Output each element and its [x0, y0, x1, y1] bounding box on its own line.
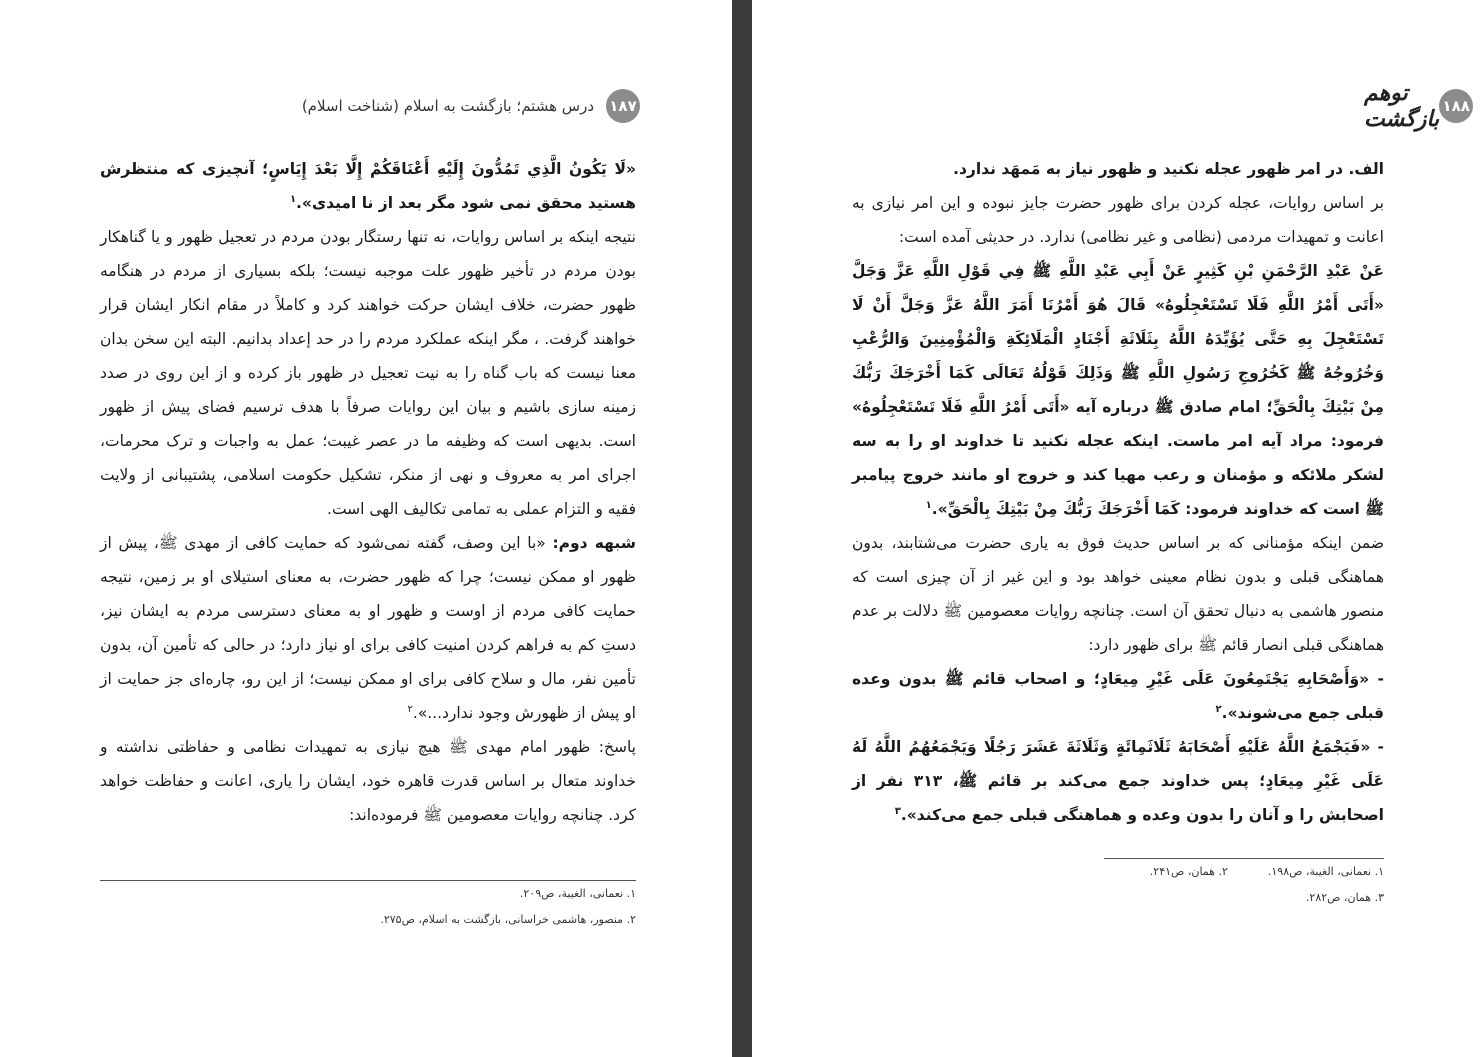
chapter-title: درس هشتم؛ بازگشت به اسلام (شناخت اسلام)	[301, 97, 594, 115]
footnote: ۲. منصور، هاشمی خراسانی، بازگشت به اسلام، ص۲۷۵.	[380, 913, 636, 926]
paragraph-text: عَنْ عَبْدِ الرَّحْمَنِ بْنِ كَثِيرٍ عَنْ أَبِي عَبْدِ اللَّهِ ﷺ فِي قَوْلِ اللَّهِ عَزَّ وَجَلَّ «أَتَى أَمْرُ اللَّهِ فَلَا تَسْتَعْجِلُوهُ» قَالَ هُوَ أَمْرُنَا أَمَرَ اللَّهُ عَزَّ وَجَلَّ أَنْ لَا تَسْتَعْجِلَ بِهِ حَتَّى يُؤَيِّدَهُ اللَّهُ بِثَلَاثَةِ أَجْنَادٍ الْمَلَائِكَةِ وَالْمُؤْمِنِينَ وَالرُّعْبِ وَخُرُوجُهُ ﷺ كَخُرُوجِ رَسُولِ اللَّهِ ﷺ وَذَلِكَ قَوْلُهُ تَعَالَى كَمَا أَخْرَجَكَ رَبُّكَ مِنْ بَيْتِكَ بِالْحَقِّ؛ امام صادق ﷺ درباره آیه «أَتَى أَمْرُ اللَّهِ فَلَا تَسْتَعْجِلُوهُ» فرمود: مراد آیه امر ماست. اینکه عجله نکنید تا خداوند او را به سه لشکر ملائکه و مؤمنان و رعب مهیا کند و خروج او مانند خروج پیامبر ﷺ است که خداوند فرمود: كَمَا أَخْرَجَكَ رَبُّكَ مِنْ بَيْتِكَ بِالْحَقِّ».	[852, 262, 1384, 518]
book-title: توهم بازگشت	[1364, 80, 1440, 132]
paragraph-text: «با این وصف، گفته نمی‌شود که حمایت کافی از مهدی ﷺ، پیش از ظهور او ممکن نیست؛ چرا که ظهور حضرت، به معنای استیلای او بر زمین، نتیجه حمایت کافی مردم از اوست و ظهور او به معنای دسترسی مردم به ایشان نیز، دستِ کم به فراهم کردن امنیت کافی برای او نیاز دارد؛ در حالی که تأمین آن، بدون تأمین نفر، مال و سلاح کافی برای او ممکن نیست؛ از این رو، چاره‌ای جز حمایت از او پیش از ظهورش وجود ندارد...».	[100, 534, 636, 722]
page-number-badge: ۱۸۸	[1439, 89, 1473, 123]
footnote-ref: ۳	[894, 805, 901, 817]
paragraph: ضمن اینکه مؤمنانی که بر اساس حدیث فوق به یاری حضرت می‌شتابند، بدون هماهنگی قبلی و بدون نظام معینی خواهد بود و این غیر از آن چیزی است که منصور هاشمی به دنبال تحقق آن است. چنانچه روایات معصومین ﷺ دلالت بر عدم هماهنگی قبلی انصار قائم ﷺ برای ظهور دارد:	[852, 534, 1384, 654]
paragraph	[100, 526, 636, 730]
footnote-ref: ۲	[1215, 703, 1222, 715]
paragraph	[100, 220, 636, 526]
right-page-header	[1352, 80, 1470, 132]
footnote: ۱. نعمانی، الغیبة، ص۱۹۸.	[1267, 865, 1384, 878]
right-page	[752, 0, 1482, 1057]
left-footnotes	[100, 880, 636, 933]
section-heading: الف. در امر ظهور عجله نکنید و ظهور نیاز به مَمهَد ندارد.	[953, 160, 1384, 178]
footnote: ۲. همان، ص۲۴۱.	[1149, 865, 1228, 878]
footnote-ref: ۲	[407, 703, 413, 715]
footnote-row	[1104, 885, 1384, 911]
footnote-ref: ۱	[925, 499, 932, 511]
page-number-badge: ۱۸۷	[606, 89, 640, 123]
hadith-item	[852, 662, 1384, 730]
footnote-row	[1104, 859, 1384, 885]
paragraph: بر اساس روایات، عجله کردن برای ظهور حضرت جایز نبوده و این امر نیازی به اعانت و تمهیدات مردمی (نظامی و غیر نظامی) ندارد. در حدیثی آمده است:	[852, 194, 1384, 246]
paragraph-text: نتیجه اینکه بر اساس روایات، نه تنها رستگار بودن مردم در تعجیل ظهور و یا گناهکار بودن مردم در تأخیر ظهور علت موجبه نیست؛ بلکه بسیاری از مردم در هنگامه ظهور حضرت، خلاف ایشان حرکت خواهند کرد و کاملاً در مقام انکار ایشان قرار خواهند گرفت. ، مگر اینکه عملکرد مردم را در حد إعداد بدانیم. البته این سخن بدان معنا نیست که باب گناه را به نیت تعجیل در ظهور باز کرده و از این روی در صدد زمینه سازی باشیم و بیان این روایات صرفاً با هدف ترسیم فضای پیش از ظهور است. بدیهی است که وظیفه ما در عصر غیبت؛ عمل به واجبات و ترک محرمات، اجرای امر به معروف و نهی از منکر، تشکیل حکومت اسلامی، پشتیبانی از ولایت فقیه و التزام عملی به تمامی تکالیف الهی است.	[100, 228, 636, 518]
left-page-body	[100, 152, 636, 832]
footnote: ۳. همان، ص۲۸۲.	[1305, 891, 1384, 904]
right-page-body	[852, 152, 1384, 832]
book-spine	[732, 0, 752, 1057]
paragraph-text: «لَا يَكُونُ الَّذِي تَمُدُّونَ إِلَيْهِ أَعْنَاقَكُمْ إِلَّا بَعْدَ إِيَاسٍ؛ آنچیزی که منتظرش هستید محقق نمی شود مگر بعد از نا امیدی».	[100, 160, 636, 212]
left-page-header	[100, 84, 640, 128]
paragraph-text: - «فَيَجْمَعُ اللَّهُ عَلَيْهِ أَصْحَابَهُ ثَلَاثَمِائَةٍ وَثَلَاثَةَ عَشَرَ رَجُلًا وَيَجْمَعُهُمُ اللَّهُ لَهُ عَلَى غَيْرِ مِيعَادٍ؛ پس خداوند جمع می‌کند بر قائم ﷺ، ۳۱۳ نفر از اصحابش را و آنان را بدون وعده و هماهنگی قبلی جمع می‌کند».	[852, 738, 1384, 824]
hadith-item	[852, 730, 1384, 832]
paragraph	[100, 152, 636, 220]
paragraph-text: - «وَأَصْحَابِهِ يَجْتَمِعُونَ عَلَى غَيْرِ مِيعَادٍ؛ و اصحاب قائم ﷺ بدون وعده قبلی جمع می‌شوند».	[852, 670, 1384, 722]
footnote-ref: ۱	[289, 193, 297, 205]
hadith-paragraph	[852, 254, 1384, 526]
paragraph	[100, 730, 636, 832]
paragraph-text: پاسخ: ظهور امام مهدی ﷺ هیچ نیازی به تمهیدات نظامی و حفاظتی نداشته و خداوند متعال بر اساس قدرت قاهره خود، ایشان را یاری، اعانت و حفاظت خواهد کرد. چنانچه روایات معصومین ﷺ فرموده‌اند:	[100, 738, 636, 824]
left-page	[0, 0, 732, 1057]
footnote: ۱. نعمانی، الغیبة، ص۲۰۹.	[519, 887, 636, 900]
right-footnotes	[1104, 858, 1384, 911]
paragraph-lead: شبهه دوم:	[552, 534, 636, 552]
